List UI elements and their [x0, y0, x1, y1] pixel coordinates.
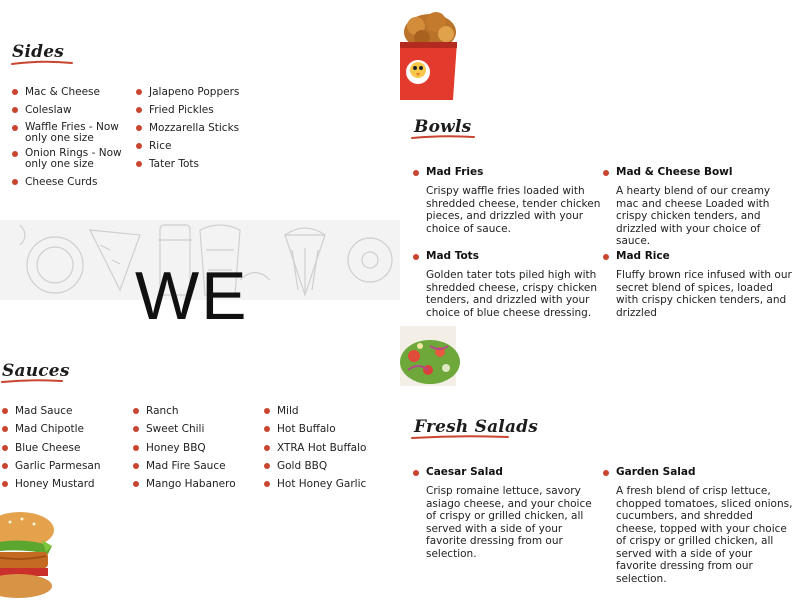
list-item: Onion Rings - Now only one size: [12, 148, 130, 170]
list-item: Hot Buffalo: [264, 423, 394, 435]
bullet-dot-icon: [603, 170, 609, 176]
bullet-dot-icon: [133, 408, 139, 414]
bowl-item-title: Mad Fries: [413, 166, 483, 178]
list-item: Coleslaw: [12, 104, 130, 116]
bowl-desc-clip: [616, 269, 792, 319]
bowl-item-desc: A hearty blend of our creamy mac and cheese Loaded with crispy chicken tenders, and drizzled with your choice of sauce.: [616, 185, 771, 247]
burger-image: [0, 510, 55, 600]
bowl-item-title: Mad & Cheese Bowl: [603, 166, 732, 178]
list-item: Jalapeno Poppers: [136, 86, 276, 98]
bullet-dot-icon: [136, 107, 142, 113]
bullet-dot-icon: [264, 463, 270, 469]
bullet-dot-icon: [12, 179, 18, 185]
salad-item-title: Garden Salad: [603, 466, 696, 478]
sauces-list-2: [133, 405, 258, 490]
bowls-heading: Bowls: [414, 117, 472, 137]
list-item: Mild: [264, 405, 394, 417]
list-item: Gold BBQ: [264, 460, 394, 472]
bullet-dot-icon: [12, 89, 18, 95]
bullet-dot-icon: [12, 125, 18, 131]
bullet-dot-icon: [136, 89, 142, 95]
bowls-underline: [410, 133, 476, 145]
bullet-dot-icon: [264, 426, 270, 432]
bullet-dot-icon: [264, 481, 270, 487]
bowl-item-desc: Fluffy brown rice infused with our secret blend of spices, loaded with crispy chicken tenders, and drizzled: [616, 269, 792, 319]
bowl-item-title: Mad Rice: [603, 250, 670, 262]
sides-list-2: [136, 86, 276, 170]
sides-heading: Sides: [12, 42, 65, 62]
bullet-dot-icon: [603, 254, 609, 260]
bowl-item-desc: Golden tater tots piled high with shredded cheese, crispy chicken tenders, and drizzled with your choice of blue cheese dressing.: [426, 269, 598, 319]
list-item: Mango Habanero: [133, 478, 258, 490]
bullet-dot-icon: [264, 445, 270, 451]
list-item: XTRA Hot Buffalo: [264, 442, 394, 454]
list-item: Mad Sauce: [2, 405, 122, 417]
sauces-heading: Sauces: [2, 361, 70, 381]
list-item: Fried Pickles: [136, 104, 276, 116]
bullet-dot-icon: [413, 170, 419, 176]
bowl-desc-clip: [426, 269, 602, 319]
sauces-underline: [0, 377, 66, 389]
salad-item-desc: Crisp romaine lettuce, savory asiago cheese, and your choice of crispy or grilled chicken, all served with a side of your favorite dressing from our selection.: [426, 485, 592, 560]
bullet-dot-icon: [264, 408, 270, 414]
salads-underline: [410, 433, 512, 445]
list-item: Hot Honey Garlic: [264, 478, 394, 490]
list-item: Garlic Parmesan: [2, 460, 122, 472]
list-item: Mac & Cheese: [12, 86, 130, 98]
list-item: Cheese Curds: [12, 176, 130, 188]
bullet-dot-icon: [2, 463, 8, 469]
list-item: Sweet Chili: [133, 423, 258, 435]
bullet-dot-icon: [413, 470, 419, 476]
sauces-list-1: [2, 405, 122, 490]
bullet-dot-icon: [133, 481, 139, 487]
bowl-item-title: Mad Tots: [413, 250, 479, 262]
doodle-banner: [0, 220, 400, 334]
bullet-dot-icon: [133, 445, 139, 451]
salads-heading: Fresh Salads: [414, 417, 539, 437]
salad-item-title: Caesar Salad: [413, 466, 503, 478]
list-item: Honey BBQ: [133, 442, 258, 454]
chicken-bucket-image: [400, 10, 457, 100]
sides-list-1: [12, 86, 130, 188]
salad-icon: [400, 326, 456, 386]
banner-headline: WE: [135, 258, 249, 334]
bullet-dot-icon: [2, 481, 8, 487]
list-item: Honey Mustard: [2, 478, 122, 490]
list-item: Mozzarella Sticks: [136, 122, 276, 134]
salad-item-desc: A fresh blend of crisp lettuce, chopped tomatoes, sliced onions, cucumbers, and shredded cheese, topped with your choice of crispy or grilled chicken, all served with a side of your favorite dressing from our selection.: [616, 485, 793, 585]
bullet-dot-icon: [413, 254, 419, 260]
list-item: Blue Cheese: [2, 442, 122, 454]
chicken-bucket-icon: [400, 10, 457, 100]
burger-icon: [0, 510, 55, 600]
bullet-dot-icon: [2, 445, 8, 451]
list-item: Mad Fire Sauce: [133, 460, 258, 472]
list-item: Rice: [136, 140, 276, 152]
bullet-dot-icon: [12, 107, 18, 113]
bullet-dot-icon: [136, 143, 142, 149]
bullet-dot-icon: [136, 161, 142, 167]
bowl-item-desc: Crispy waffle fries loaded with shredded cheese, tender chicken pieces, and drizzled with your choice of sauce.: [426, 185, 601, 235]
bullet-dot-icon: [133, 463, 139, 469]
bullet-dot-icon: [12, 151, 18, 157]
list-item: Mad Chipotle: [2, 423, 122, 435]
list-item: Waffle Fries - Now only one size: [12, 122, 130, 144]
bullet-dot-icon: [136, 125, 142, 131]
salad-image: [400, 326, 456, 386]
list-item: Ranch: [133, 405, 258, 417]
bullet-dot-icon: [603, 470, 609, 476]
bullet-dot-icon: [2, 408, 8, 414]
sauces-list-3: [264, 405, 394, 490]
list-item: Tater Tots: [136, 158, 276, 170]
bullet-dot-icon: [133, 426, 139, 432]
bullet-dot-icon: [2, 426, 8, 432]
sides-underline: [10, 58, 74, 70]
